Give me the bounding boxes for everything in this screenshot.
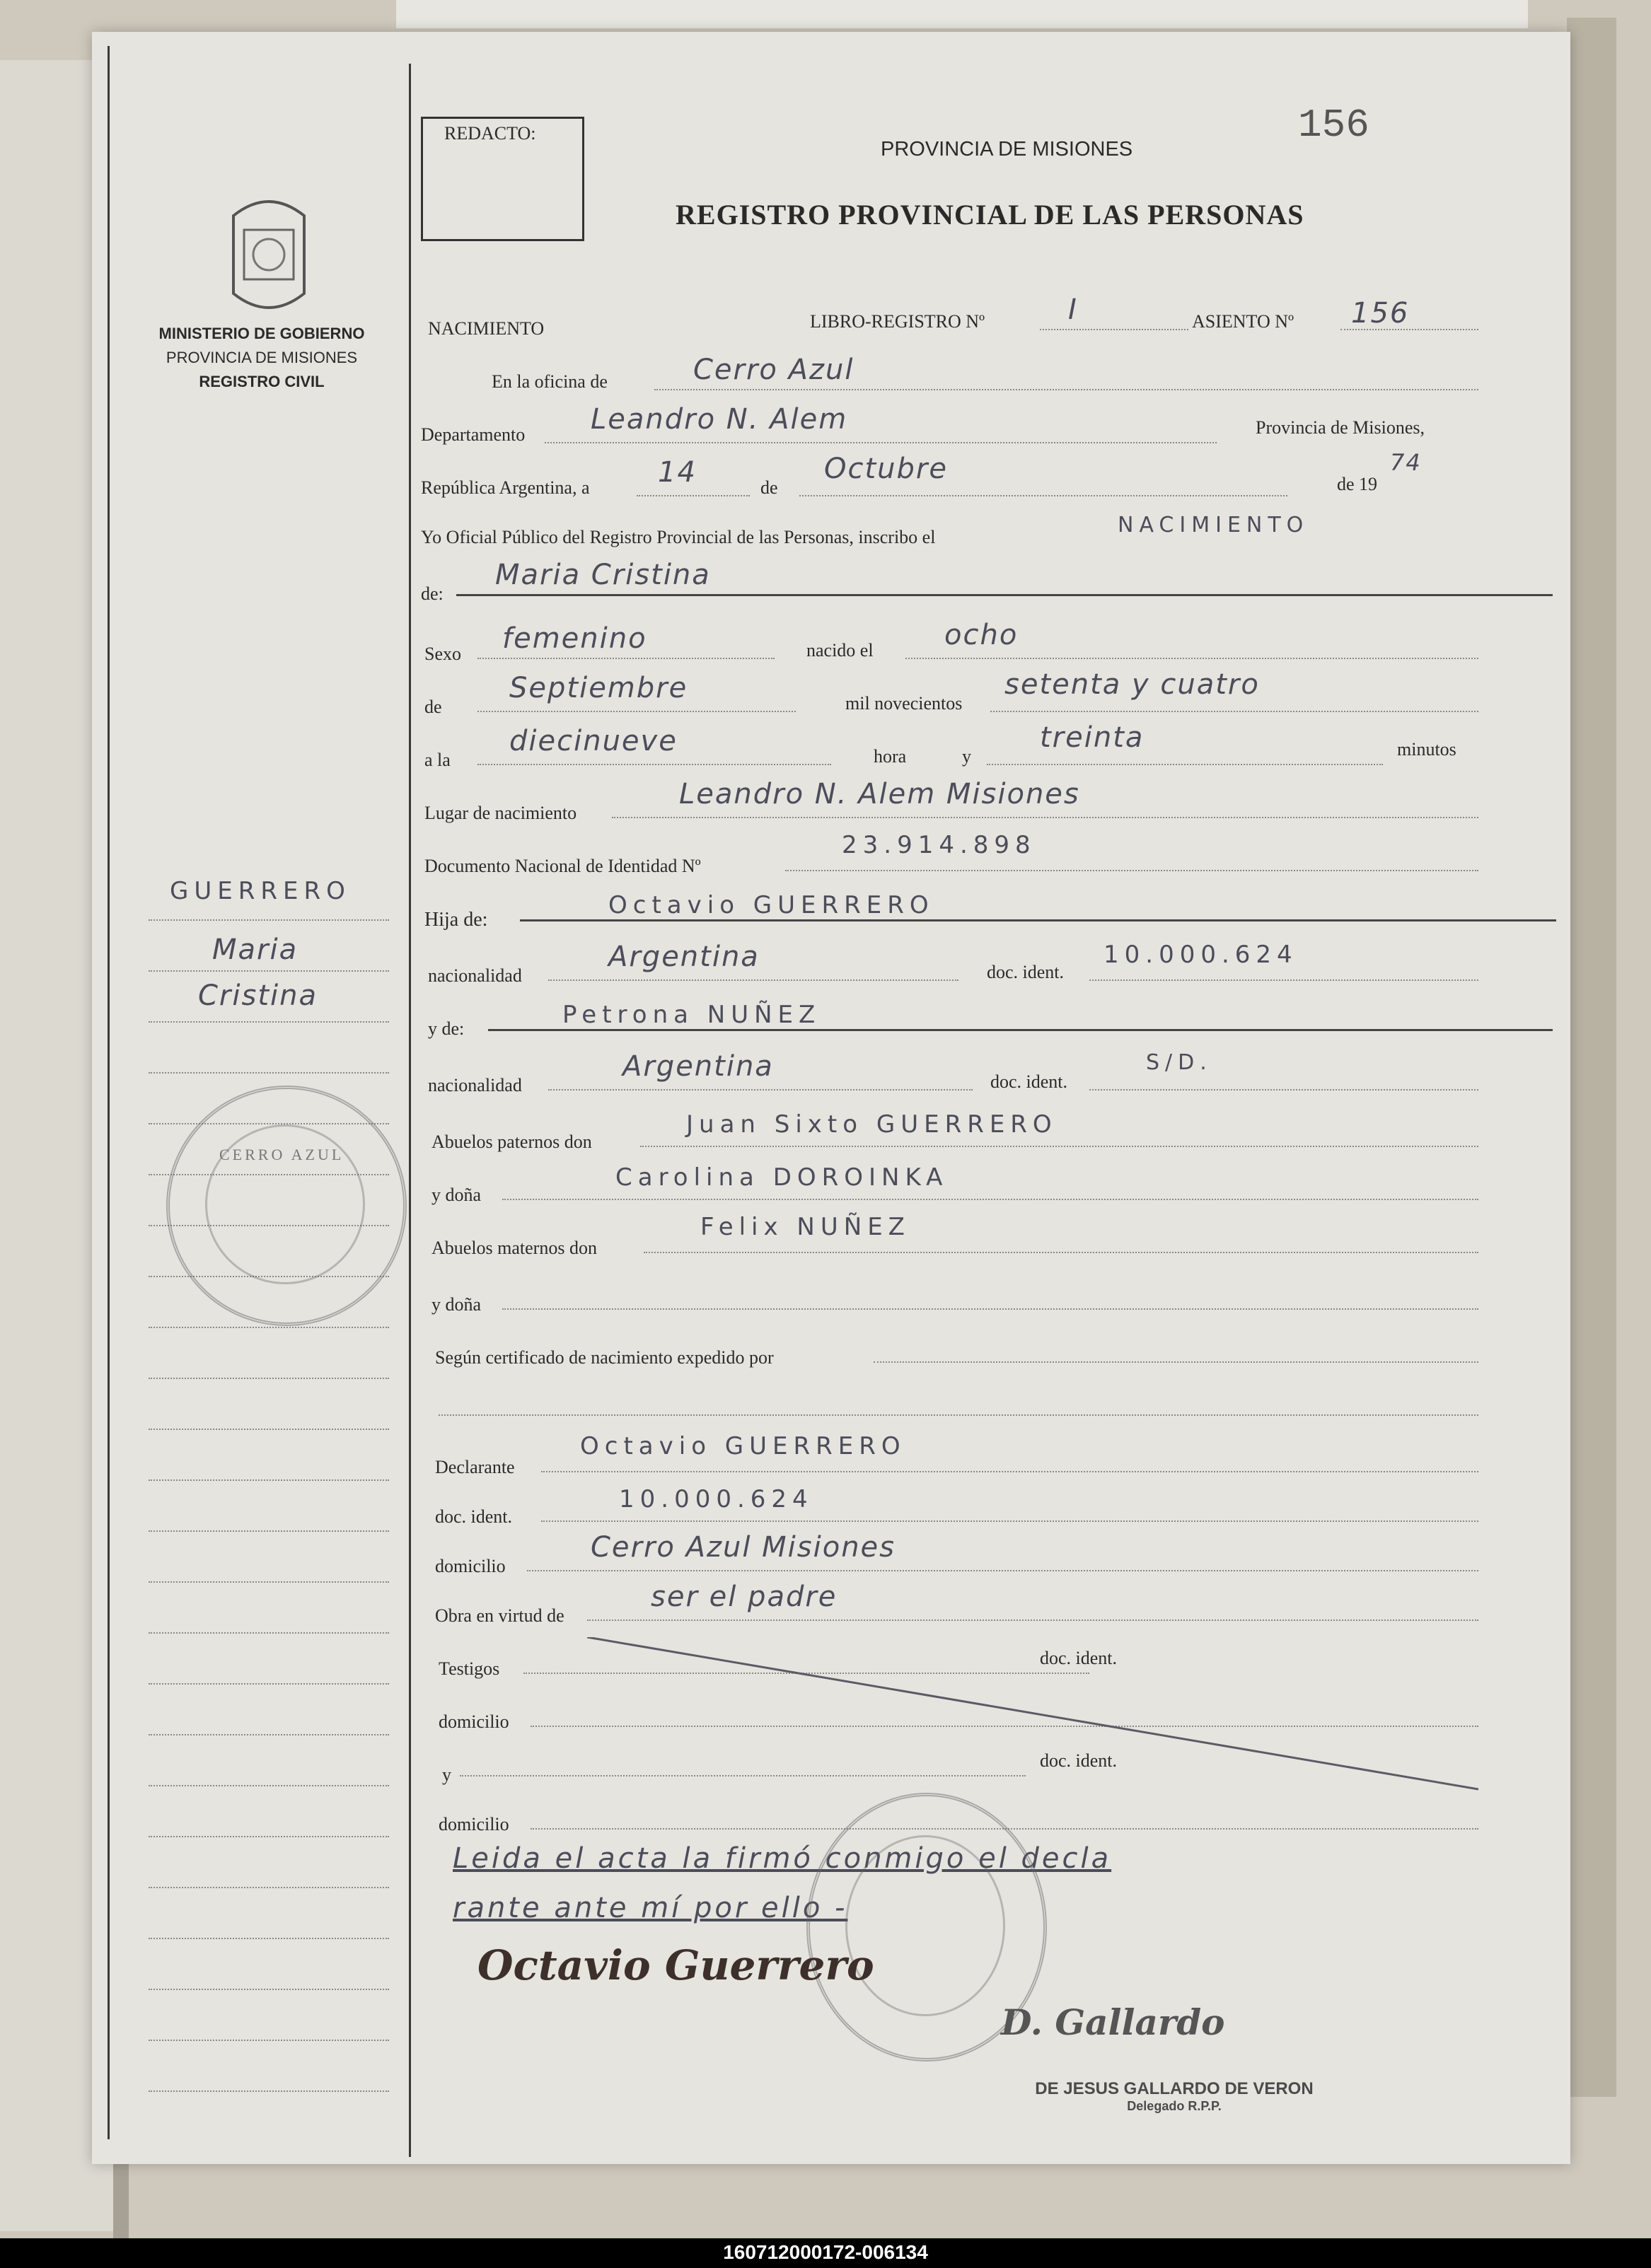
testigo2-domicilio-label: domicilio <box>439 1814 509 1834</box>
testigos-label: Testigos <box>439 1658 500 1679</box>
declarante-value: Octavio GUERRERO <box>580 1432 906 1460</box>
abuelos-paternos-label: Abuelos paternos don <box>431 1132 592 1152</box>
father-doc-label: doc. ident. <box>987 962 1065 982</box>
record-type-label: NACIMIENTO <box>428 318 545 339</box>
lugar-line <box>612 817 1478 818</box>
ministry-label: MINISTERIO DE GOBIERNO <box>158 325 365 342</box>
obra-value: ser el padre <box>651 1581 838 1613</box>
domicilio-label: domicilio <box>435 1556 506 1576</box>
segun-label: Según certificado de nacimiento expedido por <box>435 1347 774 1368</box>
registro-civil-label: REGISTRO CIVIL <box>199 373 325 390</box>
libro-value: I <box>1068 293 1078 326</box>
declarante-doc-line <box>541 1520 1478 1522</box>
testigo1-domicilio-label: domicilio <box>439 1711 509 1732</box>
birth-month-de-label: de <box>424 697 442 717</box>
margin-province-label: PROVINCIA DE MISIONES <box>166 349 358 366</box>
redacto-label: REDACTO: <box>444 123 536 144</box>
mother-nationality-value: Argentina <box>622 1050 774 1083</box>
header-province: PROVINCIA DE MISIONES <box>881 138 1133 161</box>
abuelos-paternos-line <box>640 1146 1478 1147</box>
abuela-paterna-line <box>502 1199 1478 1200</box>
mother-nationality-line <box>548 1089 973 1091</box>
abuela-materna-label: y doña <box>431 1294 482 1315</box>
margin-ruled-line <box>149 970 389 972</box>
margin-left-line <box>108 46 110 2139</box>
oficina-line <box>654 389 1478 390</box>
closing-line-2: rante ante mí por ello - <box>453 1892 848 1924</box>
dni-value: 23.914.898 <box>842 831 1036 859</box>
hora-value: diecinueve <box>509 725 678 757</box>
declarante-doc-label: doc. ident. <box>435 1506 513 1527</box>
margin-ruled-line <box>149 1632 389 1634</box>
nacido-value: ocho <box>944 619 1019 651</box>
abuelos-maternos-line <box>644 1252 1478 1253</box>
month-de-label: de <box>760 477 778 498</box>
segun-line-2 <box>439 1414 1478 1416</box>
delegado-block <box>976 2079 1372 2114</box>
mother-underline <box>488 1029 1553 1031</box>
oficina-label: En la oficina de <box>492 371 608 392</box>
margin-header <box>141 322 382 394</box>
declarant-signature: Octavio Guerrero <box>477 1941 874 1989</box>
obra-label: Obra en virtud de <box>435 1605 564 1626</box>
margin-ruled-line <box>149 919 389 921</box>
sexo-value: femenino <box>502 622 647 655</box>
obra-line <box>587 1619 1478 1621</box>
delegado-title: Delegado R.P.P. <box>1127 2099 1222 2113</box>
margin-first-name: Maria <box>212 934 299 966</box>
departamento-value: Leandro N. Alem <box>591 403 848 436</box>
lugar-label: Lugar de nacimiento <box>424 803 577 823</box>
oficial-value: NACIMIENTO <box>1118 513 1309 537</box>
minutos-value: treinta <box>1040 721 1145 754</box>
father-underline <box>520 919 1556 921</box>
departamento-label: Departamento <box>421 424 526 445</box>
declarante-doc-value: 10.000.624 <box>619 1485 813 1513</box>
oficial-label: Yo Oficial Público del Registro Provincial de las Personas, inscribo el <box>421 527 936 547</box>
margin-ruled-line <box>149 2040 389 2041</box>
margin-ruled-line <box>149 2090 389 2092</box>
libro-label: LIBRO-REGISTRO Nº <box>810 311 985 332</box>
birth-month-line <box>477 711 796 712</box>
month-line <box>799 495 1287 496</box>
libro-line <box>1040 329 1188 330</box>
testigo2-y-label: y <box>442 1764 451 1785</box>
margin-ruled-line <box>149 1989 389 1990</box>
margin-stamp-text: CERRO AZUL <box>219 1146 344 1163</box>
father-nationality-line <box>548 979 958 981</box>
abuelos-maternos-label: Abuelos maternos don <box>431 1238 597 1258</box>
testigos-strike-line <box>587 1637 1478 1793</box>
name-underline <box>456 594 1553 596</box>
nacido-label: nacido el <box>806 640 874 661</box>
province-coat-of-arms-icon <box>219 187 318 322</box>
document-id: 160712000172-006134 <box>723 2241 928 2263</box>
official-signature: D. Gallardo <box>1001 2001 1225 2043</box>
margin-ruled-line <box>149 1683 389 1685</box>
day-line <box>637 495 750 496</box>
hora-label: hora <box>874 746 907 767</box>
delegado-name: DE JESUS GALLARDO DE VERON <box>1035 2079 1314 2098</box>
abuela-paterna-label: y doña <box>431 1185 482 1205</box>
father-doc-value: 10.000.624 <box>1103 941 1298 969</box>
hora-a-la-label: a la <box>424 750 451 770</box>
year-value: 74 <box>1390 449 1422 476</box>
margin-ruled-line <box>149 1785 389 1786</box>
mil-line <box>990 711 1478 712</box>
document-id-bar <box>0 2238 1651 2268</box>
margin-ruled-line <box>149 1429 389 1430</box>
mother-yde-label: y de: <box>428 1018 465 1039</box>
redacto-box <box>421 117 584 241</box>
dni-label: Documento Nacional de Identidad Nº <box>424 856 701 876</box>
father-doc-line <box>1089 979 1478 981</box>
asiento-label: ASIENTO Nº <box>1192 311 1294 332</box>
margin-ruled-line <box>149 1327 389 1328</box>
year-label: de 19 <box>1337 474 1378 494</box>
page-number: 156 <box>1298 103 1369 148</box>
lugar-value: Leandro N. Alem Misiones <box>679 778 1080 810</box>
margin-second-name: Cristina <box>198 979 318 1012</box>
testigo1-doc-label: doc. ident. <box>1040 1648 1118 1668</box>
abuelos-paternos-value: Juan Sixto GUERRERO <box>686 1110 1058 1139</box>
declarante-line <box>541 1471 1478 1472</box>
month-value: Octubre <box>824 453 948 485</box>
margin-ruled-line <box>149 1734 389 1735</box>
mother-doc-line <box>1089 1089 1478 1091</box>
mother-doc-value: S/D. <box>1146 1050 1212 1075</box>
margin-surname: GUERRERO <box>170 877 351 905</box>
margin-ruled-line <box>149 1021 389 1023</box>
dni-line <box>785 870 1478 871</box>
hora-y-label: y <box>962 746 971 767</box>
mother-nationality-label: nacionalidad <box>428 1075 522 1095</box>
mil-label: mil novecientos <box>845 693 963 714</box>
provincia-label: Provincia de Misiones, <box>1256 417 1425 438</box>
declarante-label: Declarante <box>435 1457 515 1477</box>
header-registry: REGISTRO PROVINCIAL DE LAS PERSONAS <box>676 199 1304 231</box>
father-value: Octavio GUERRERO <box>608 891 934 919</box>
mother-doc-label: doc. ident. <box>990 1071 1068 1092</box>
father-nationality-label: nacionalidad <box>428 965 522 986</box>
margin-ruled-line <box>149 1836 389 1837</box>
minutos-line <box>987 764 1383 765</box>
departamento-line <box>545 442 1217 443</box>
domicilio-value: Cerro Azul Misiones <box>591 1531 896 1564</box>
margin-ruled-line <box>149 1887 389 1888</box>
asiento-value: 156 <box>1351 297 1410 330</box>
mother-value: Petrona NUÑEZ <box>562 1001 821 1029</box>
margin-ruled-line <box>149 1479 389 1481</box>
day-value: 14 <box>658 456 697 489</box>
background-top <box>396 0 1528 28</box>
sexo-line <box>477 658 775 659</box>
abuela-materna-line <box>502 1308 1478 1310</box>
margin-ruled-line <box>149 1581 389 1583</box>
abuelos-maternos-value: Felix NUÑEZ <box>700 1213 910 1241</box>
margin-ruled-line <box>149 1938 389 1939</box>
margin-ruled-line <box>149 1072 389 1074</box>
domicilio-line <box>527 1570 1478 1571</box>
hora-line <box>477 764 831 765</box>
margin-ruled-line <box>149 1378 389 1379</box>
minutos-label: minutos <box>1397 739 1456 760</box>
mil-value: setenta y cuatro <box>1004 668 1260 701</box>
father-nationality-value: Argentina <box>608 941 760 973</box>
margin-ruled-line <box>149 1530 389 1532</box>
sexo-label: Sexo <box>424 644 461 664</box>
republica-label: República Argentina, a <box>421 477 590 498</box>
testigo2-doc-label: doc. ident. <box>1040 1750 1118 1771</box>
name-de-label: de: <box>421 583 444 604</box>
hija-label: Hija de: <box>424 909 488 931</box>
birth-month-value: Septiembre <box>509 672 688 704</box>
margin-divider-line <box>409 64 411 2157</box>
abuela-paterna-value: Carolina DOROINKA <box>615 1163 949 1192</box>
child-name-value: Maria Cristina <box>495 559 711 591</box>
segun-line <box>874 1361 1478 1363</box>
closing-line-1: Leida el acta la firmó conmigo el decla <box>453 1842 1112 1875</box>
book-cover-edge <box>1567 18 1616 2097</box>
registry-page <box>92 32 1570 2164</box>
oficina-value: Cerro Azul <box>693 354 855 386</box>
nacido-line <box>905 658 1478 659</box>
